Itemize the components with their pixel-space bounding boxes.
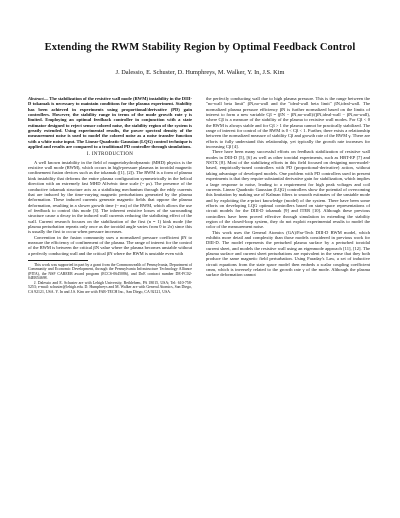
footnote-divider [28,260,88,261]
intro-paragraph-4: There have been many successful efforts on feedback stabilization of resistive wall modes in DIII-D [5], [6] as well as other toroidal experiments, such as HBT-EP [7] and NSTX [8]. Most of the stabilizing efforts in this field focused on designing non-model-based, empirically-tuned controllers with PD (proportional-derivative) action, without taking advantage of developed models. One problem with PD controllers used in present experiments is that they require substantial derivative gain for stabilization, which implies a large response to noise, leading to a requirement for high peak voltages and coil currents. Linear Quadratic Gaussian (LQG) controllers show the potential of overcoming this limitation by making use of Kalman filters to smooth estimates of the unstable mode and by exploiting the a-priori knowledge (model) of the system. There have been some efforts on developing LQG optimal controllers based on state-space representations of circuit models for the DIII-D tokamak [9] and ITER [10]. Although these previous controllers have been proved effective through simulation in extending the stability region of the closed-loop system, they do not exploit experimental results to model the color of the measurement noise. [206,149,370,230]
intro-paragraph-3: the perfectly conducting wall due to high plasma pressure. This is the range between the "no-wall beta limit" βN,no-wall and the "ideal-wall beta limit" βN,ideal-wall. The normalized plasma pressure efficiency βN is further normalized based on the limits of interest to form a new variable Cβ = (βN − βN,no-wall)/(βN,ideal-wall − βN,no-wall), where Cβ is a measure of the stability of the plasma to resistive wall modes. For Cβ < 0 the RWM is always stable and for Cβ > 1 the plasma cannot be practically stabilized. The range of interest for control of the RWM is 0 < Cβ < 1. Further, there exists a relationship between the normalized measure of stability Cβ and growth rate of the RWM γ. There are efforts to fully understand this relationship, yet typically the growth rate increases for increasing Cβ [4]. [206,96,370,150]
footnote-funding: This work was supported in part by a grant from the Commonwealth of Pennsylvania, Department of Community and Economic Development, through the Pennsylvania Infrastructure Technology Alliance (PITA), the NSF CAREER award program (ECCS-0645086), and DoE contract number DE-FC02-04ER54698. [28,262,192,281]
paper-title: Extending the RWM Stability Region by Optimal Feedback Control [44,42,356,53]
intro-paragraph-5: This work uses the General Atomics (GA)/Far-Tech DIII-D RWM model, which exhibits more detail and complexity than those models considered in previous work for DIII-D. The model represents the perturbed plasma surface by a perturbed toroidal current sheet, and models the resistive wall using an eigenmode approach [11], [12]. The plasma surface and current sheet perturbations are equivalent in the sense that they both produce the same magnetic field perturbation. Using Faraday's Law, a set of inductive circuit equations from the state space model then embeds a scalar coupling coefficient cmm, which is inversely related to the growth rate γ of the mode. Although the plasma surface deformation cannot [206,229,370,278]
abstract-text: — The stabilization of the resistive wall mode (RWM) instability in the DIII-D tokamak is necessary to maintain conditions for the plasma experiment. Stability has been achieved in experiments using proportional/derivative (PD) gain controllers. However, the stability range in terms of the mode growth rate γ is limited. Employing an optimal feedback controller in conjunction with a state estimator designed to reject sensor colored noise, the stability region of the system is greatly extended. Using experimental results, the power spectral density of the measurement noise is used to model the colored noise as a noise transfer function with a white noise input. The Linear Quadratic Gaussian (LQG) control technique is applied and results are compared to a traditional PD controller through simulations. [28,96,192,150]
section-heading-introduction: I. INTRODUCTION [86,152,134,158]
abstract-label: Abstract [28,96,44,101]
intro-paragraph-2: Convention in the fusion community uses a normalized pressure coefficient βN to measure the efficiency of confinement of the plasma. The range of interest for the control of the RWM is between the critical βN value where the plasma becomes unstable without a perfectly conducting wall and the critical βN where the RWM is unstable even with [28,234,192,256]
left-column [28,96,192,294]
intro-paragraph-1: A well known instability in the field of magnetohydrodynamic (MHD) physics is the resistive wall mode (RWM), which occurs in high-pressure plasmas in toroidal magnetic confinement fusion devices such as the tokamak ([1], [2]). The RWM is a form of plasma kink instability that deforms the entire plasma configuration symmetrically in the helical direction with an extremely fast MHD Alfvénic time scale (~ μs). The presence of the conductive tokamak structure acts as a stabilizing mechanism through the eddy currents that are induced by the time-varying magnetic perturbations generated by the plasma deformation. These induced currents generate magnetic fields that oppose the plasma deformation, resulting in a slower growth time (~ ms) of the RWM, which allows the use of feedback to control this mode [3]. The inherent resistive losses of the surrounding structure cause a decay in the induced wall currents reducing the stabilizing effect of the wall. Current research focuses on the stabilization of the first (n = 1) kink mode (the plasma perturbation repeats only once as the toroidal angle varies from 0 to 2π) since this is usually the first to occur when pressure increases. [28,159,192,235]
footnote-affiliations: J. Dalessio and E. Schuster are with Lehigh University, Bethlehem, PA 18015, USA; Tel: 610-758-5253; e-mail: schuster@lehigh.edu. D. Humphreys and M. Walker are with General Atomics, San Diego, CA 92121, USA. Y. In and J.S. Kim are with FAR-TECH Inc., San Diego, CA 92121, USA. [28,280,192,294]
paper-authors: J. Dalessio, E. Schuster, D. Humphreys, M. Walker, Y. In, J.S. Kim [115,69,285,76]
abstract [28,96,192,149]
right-column [206,96,370,278]
